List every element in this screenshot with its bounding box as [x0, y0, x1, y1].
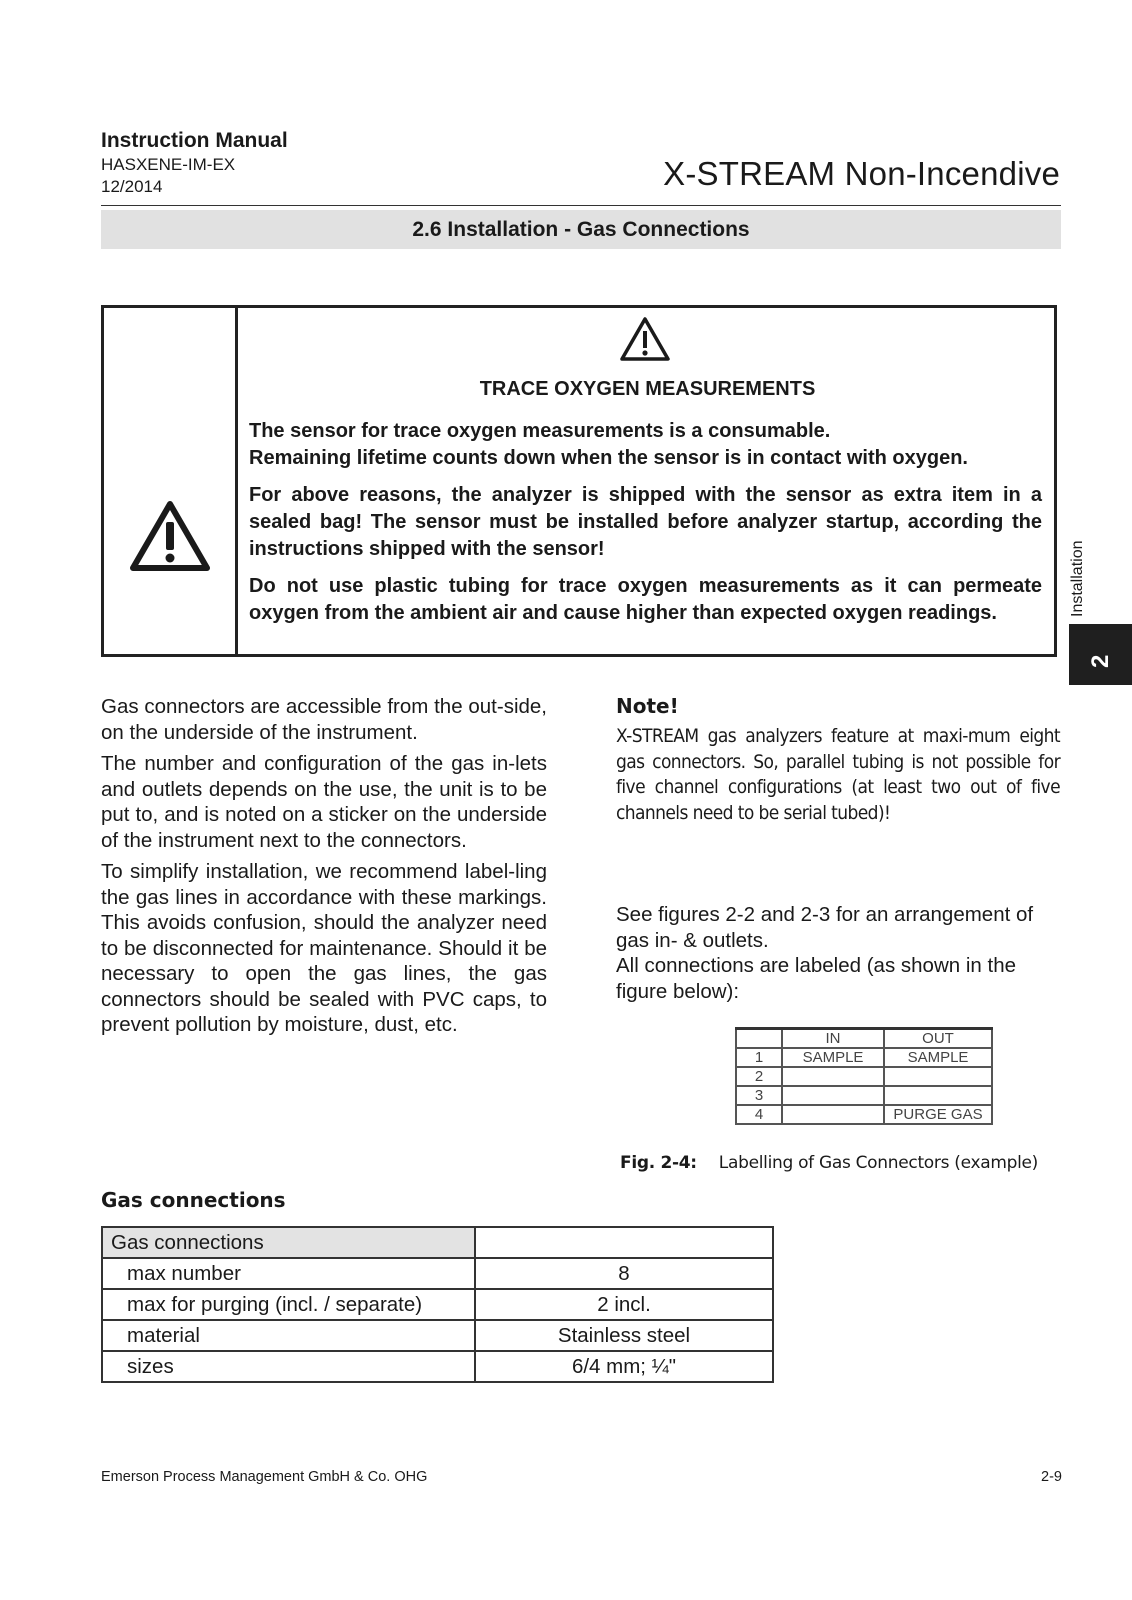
- table-row: [102, 1320, 773, 1351]
- spec-value: 2 incl.: [475, 1289, 773, 1320]
- table-cell: 3: [736, 1086, 782, 1105]
- table-cell: [782, 1086, 884, 1105]
- warning-triangle-icon: [129, 500, 211, 572]
- warning-text: [249, 418, 1042, 627]
- table-cell: PURGE GAS: [884, 1105, 992, 1124]
- table-cell: [782, 1067, 884, 1086]
- figure-reference-text: [616, 902, 1060, 1004]
- warning-paragraph: For above reasons, the analyzer is shipped with the sensor as extra item in a sealed bag! The sensor must be installed before analyzer startup, according the instructions shipped with the sensor!: [249, 484, 1042, 560]
- table-row: [736, 1067, 992, 1086]
- product-title: X-STREAM Non-Incendive: [663, 155, 1060, 192]
- table-row: [736, 1105, 992, 1124]
- warning-icon-cell: [104, 308, 238, 654]
- chapter-number: 2: [1087, 654, 1114, 668]
- table-cell: 2: [736, 1067, 782, 1086]
- table-cell: 1: [736, 1048, 782, 1067]
- spec-value: 8: [475, 1258, 773, 1289]
- body-paragraph: Gas connectors are accessible from the out-side, on the underside of the instrument.: [101, 695, 547, 744]
- page-number: 2-9: [1041, 1469, 1062, 1485]
- table-row: [102, 1351, 773, 1382]
- warning-paragraph: [249, 418, 1042, 472]
- table-header-cell: [475, 1227, 773, 1258]
- body-paragraph: To simplify installation, we recommend label-ling the gas lines in accordance with these markings. This avoids confusion, should the analyzer need to be disconnected for maintenance. Should it be necessary to open the gas lines, the gas connectors should be sealed with PVC caps, to prevent pollution by moisture, dust, etc.: [101, 860, 547, 1036]
- spec-value: 6/4 mm; ¼": [475, 1351, 773, 1382]
- table-cell: [884, 1067, 992, 1086]
- spec-key: max for purging (incl. / separate): [102, 1289, 475, 1320]
- spec-key: material: [102, 1320, 475, 1351]
- table-header-cell: IN: [782, 1029, 884, 1049]
- gas-connections-table: [101, 1226, 774, 1383]
- section-heading: 2.6 Installation - Gas Connections: [101, 210, 1061, 249]
- figure-caption-text: Labelling of Gas Connectors (example): [718, 1153, 1038, 1173]
- table-cell: SAMPLE: [782, 1048, 884, 1067]
- figure-caption: [620, 1153, 1038, 1173]
- left-column: [101, 694, 547, 1044]
- body-paragraph: See figures 2-2 and 2-3 for an arrangement of gas in- & outlets.: [616, 903, 1034, 952]
- table-header-row: [736, 1029, 992, 1049]
- connector-label-table: [735, 1027, 993, 1125]
- body-paragraph: All connections are labeled (as shown in the figure below):: [616, 954, 1016, 1003]
- table-row: [102, 1289, 773, 1320]
- manual-title: Instruction Manual: [101, 129, 288, 152]
- table-cell: [782, 1105, 884, 1124]
- table-cell: [884, 1086, 992, 1105]
- header-divider: [101, 205, 1061, 206]
- note-title: Note!: [616, 694, 679, 718]
- body-paragraph: The number and configuration of the gas in-lets and outlets depends on the use, the unit is to be put to, and is noted on a sticker on the underside of the instrument next to the connectors.: [101, 752, 547, 852]
- warning-paragraph: Do not use plastic tubing for trace oxygen measurements as it can permeate oxygen from the ambient air and cause higher than expected oxygen readings.: [249, 575, 1042, 624]
- table-header-cell: [736, 1029, 782, 1049]
- warning-triangle-icon: [619, 316, 671, 362]
- figure-number: Fig. 2-4:: [620, 1153, 697, 1173]
- footer-company: Emerson Process Management GmbH & Co. OHG: [101, 1469, 428, 1485]
- table-header-cell: Gas connections: [102, 1227, 475, 1258]
- table-cell: SAMPLE: [884, 1048, 992, 1067]
- warning-line: Remaining lifetime counts down when the sensor is in contact with oxygen.: [249, 447, 968, 469]
- warning-box: [101, 305, 1057, 657]
- table-row: [736, 1048, 992, 1067]
- table-cell: 4: [736, 1105, 782, 1124]
- table-header-row: [102, 1227, 773, 1258]
- table-header-cell: OUT: [884, 1029, 992, 1049]
- table-row: [736, 1086, 992, 1105]
- warning-content: [241, 308, 1054, 654]
- gas-connections-title: Gas connections: [101, 1188, 286, 1212]
- table-row: [102, 1258, 773, 1289]
- spec-value: Stainless steel: [475, 1320, 773, 1351]
- document-date: 12/2014: [101, 177, 163, 196]
- warning-line: The sensor for trace oxygen measurements is a consumable.: [249, 420, 831, 442]
- spec-key: sizes: [102, 1351, 475, 1382]
- note-text: X-STREAM gas analyzers feature at maxi-mum eight gas connectors. So, parallel tubing is not possible for five channel configurations (at least two out of five channels need to be serial tubed)!: [616, 725, 1060, 824]
- document-id: HASXENE-IM-EX: [101, 155, 236, 174]
- side-tab-label: Installation: [1069, 540, 1086, 617]
- chapter-tab: [1069, 624, 1132, 685]
- warning-title: TRACE OXYGEN MEASUREMENTS: [479, 378, 816, 400]
- spec-key: max number: [102, 1258, 475, 1289]
